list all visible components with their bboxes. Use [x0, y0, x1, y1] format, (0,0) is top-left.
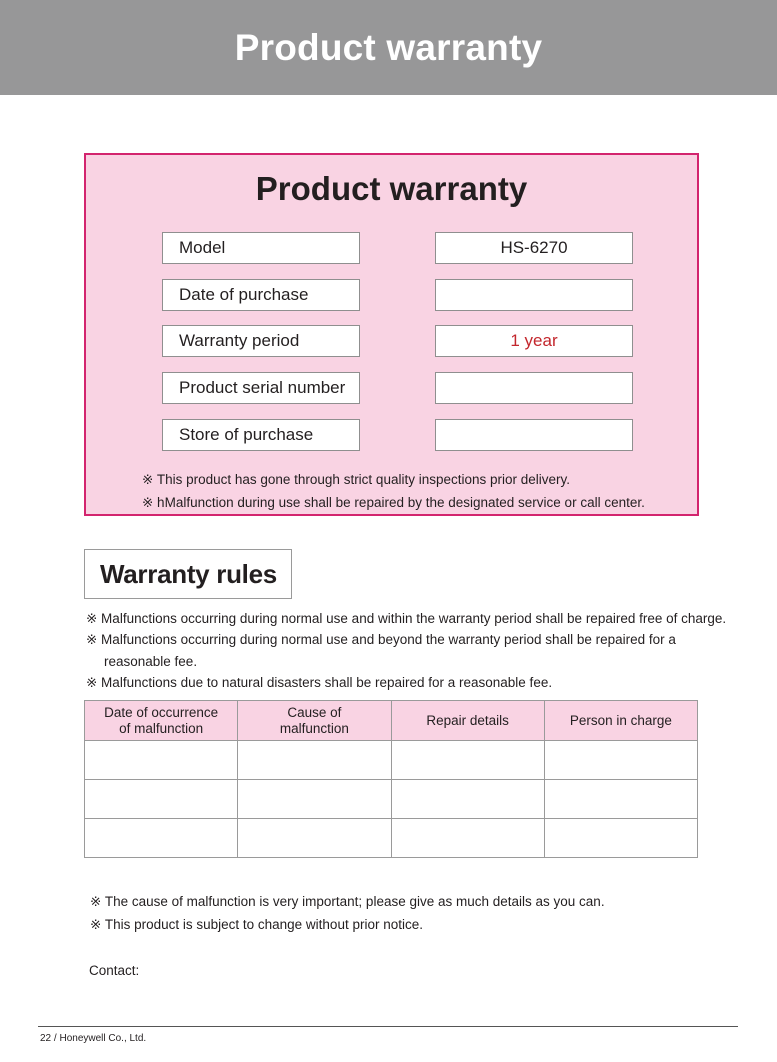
footnote-details: ※ The cause of malfunction is very important; please give as much details as you can.	[90, 894, 605, 909]
store-label: Store of purchase	[162, 419, 360, 451]
page-header	[0, 0, 777, 95]
rule-item: ※ Malfunctions occurring during normal use and within the warranty period shall be repaired free of charge.	[86, 611, 727, 626]
table-cell[interactable]	[391, 819, 544, 858]
header-date-of-occurrence: Date of occurrence of malfunction	[85, 701, 238, 741]
purchase-date-field[interactable]	[435, 279, 633, 311]
table-cell[interactable]	[238, 780, 391, 819]
contact-label: Contact:	[89, 963, 140, 978]
header-person-in-charge: Person in charge	[544, 701, 697, 741]
table-cell[interactable]	[238, 819, 391, 858]
page-title: Product warranty	[234, 26, 543, 68]
model-label: Model	[162, 232, 360, 264]
store-field[interactable]	[435, 419, 633, 451]
model-value: HS-6270	[435, 232, 633, 264]
header-cause: Cause of malfunction	[238, 701, 391, 741]
header-repair-details: Repair details	[391, 701, 544, 741]
table-cell[interactable]	[544, 741, 697, 780]
rule-item-continuation: reasonable fee.	[104, 654, 198, 669]
table-cell[interactable]	[544, 819, 697, 858]
table-cell[interactable]	[85, 741, 238, 780]
table-cell[interactable]	[238, 741, 391, 780]
footnote-change: ※ This product is subject to change without prior notice.	[90, 917, 423, 932]
table-row	[85, 780, 698, 819]
card-note-quality: ※ This product has gone through strict quality inspections prior delivery.	[142, 472, 571, 487]
warranty-card	[84, 153, 699, 516]
card-note-repair: ※ hMalfunction during use shall be repaired by the designated service or call center.	[142, 495, 645, 510]
table-cell[interactable]	[544, 780, 697, 819]
rule-item: ※ Malfunctions due to natural disasters shall be repaired for a reasonable fee.	[86, 675, 553, 690]
table-cell[interactable]	[391, 741, 544, 780]
rule-item: ※ Malfunctions occurring during normal use and beyond the warranty period shall be repaired for a	[86, 632, 676, 647]
warranty-period-value: 1 year	[435, 325, 633, 357]
purchase-date-label: Date of purchase	[162, 279, 360, 311]
card-title: Product warranty	[255, 170, 528, 207]
table-row	[85, 819, 698, 858]
footer-separator: /	[53, 1033, 57, 1044]
table-cell[interactable]	[85, 819, 238, 858]
warranty-period-label: Warranty period	[162, 325, 360, 357]
footer-divider	[38, 1026, 738, 1027]
serial-number-label: Product serial number	[162, 372, 360, 404]
warranty-rules-title: Warranty rules	[100, 558, 277, 589]
page-footer	[40, 1033, 146, 1044]
page-number: 22	[40, 1033, 52, 1044]
company-name: Honeywell Co., Ltd.	[59, 1033, 147, 1044]
table-header-row	[85, 701, 698, 741]
repair-history-table	[84, 700, 698, 858]
serial-number-field[interactable]	[435, 372, 633, 404]
table-cell[interactable]	[85, 780, 238, 819]
table-row	[85, 741, 698, 780]
warranty-rules-heading	[84, 549, 292, 599]
table-cell[interactable]	[391, 780, 544, 819]
